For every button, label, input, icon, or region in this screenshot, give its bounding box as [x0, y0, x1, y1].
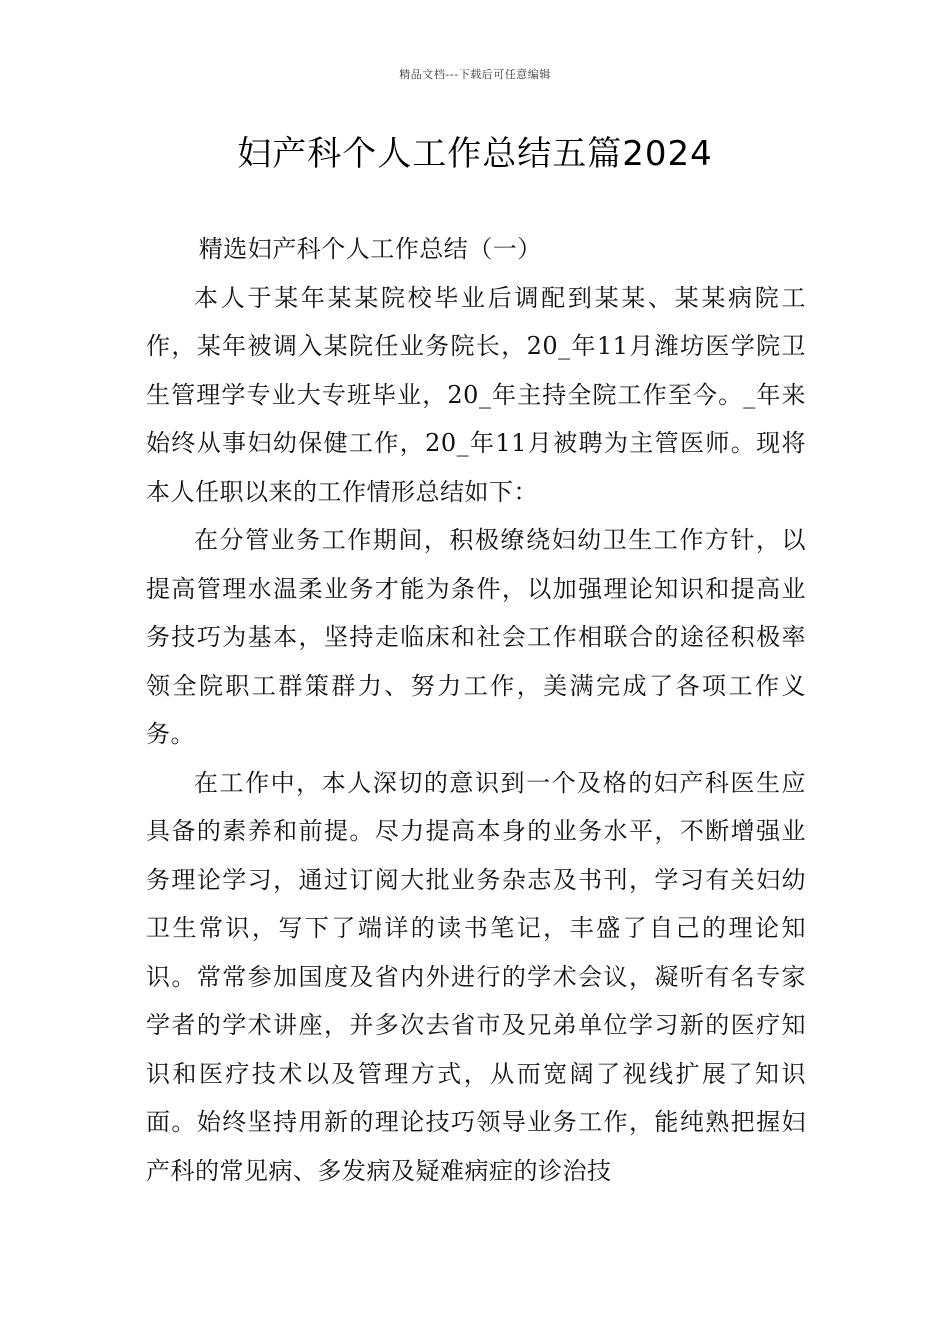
document-body	[146, 225, 806, 1195]
paragraph-3: 在工作中，本人深切的意识到一个及格的妇产科医生应具备的素养和前提。尽力提高本身的业务水平，不断增强业务理论学习，通过订阅大批业务杂志及书刊，学习有关妇幼卫生常识，写下了端详的读书笔记，丰盛了自己的理论知识。常常参加国度及省内外进行的学术会议，凝听有名专家学者的学术讲座，并多次去省市及兄弟单位学习新的医疗知识和医疗技术以及管理方式，从而宽阔了视线扩展了知识面。始终坚持用新的理论技巧领导业务工作，能纯熟把握妇产科的常见病、多发病及疑难病症的诊治技	[146, 768, 806, 1185]
page-title: 妇产科个人工作总结五篇2024	[237, 134, 713, 174]
paragraph-1: 本人于某年某某院校毕业后调配到某某、某某病院工作，某年被调入某院任业务院长，20_年11月潍坊医学院卫生管理学专业大专班毕业，20_年主持全院工作至今。_年来始终从事妇幼保健工作，20_年11月被聘为主管医师。现将本人任职以来的工作情形总结如下：	[146, 283, 806, 506]
section-heading: 精选妇产科个人工作总结（一）	[198, 235, 542, 263]
paragraph-2: 在分管业务工作期间，积极缭绕妇幼卫生工作方针，以提高管理水温柔业务才能为条件，以加强理论知识和提高业务技巧为基本，坚持走临床和社会工作相联合的途径积极率领全院职工群策群力、努力工作，美满完成了各项工作义务。	[146, 526, 806, 748]
header-note: 精品文档---下载后可任意编辑	[399, 68, 551, 81]
